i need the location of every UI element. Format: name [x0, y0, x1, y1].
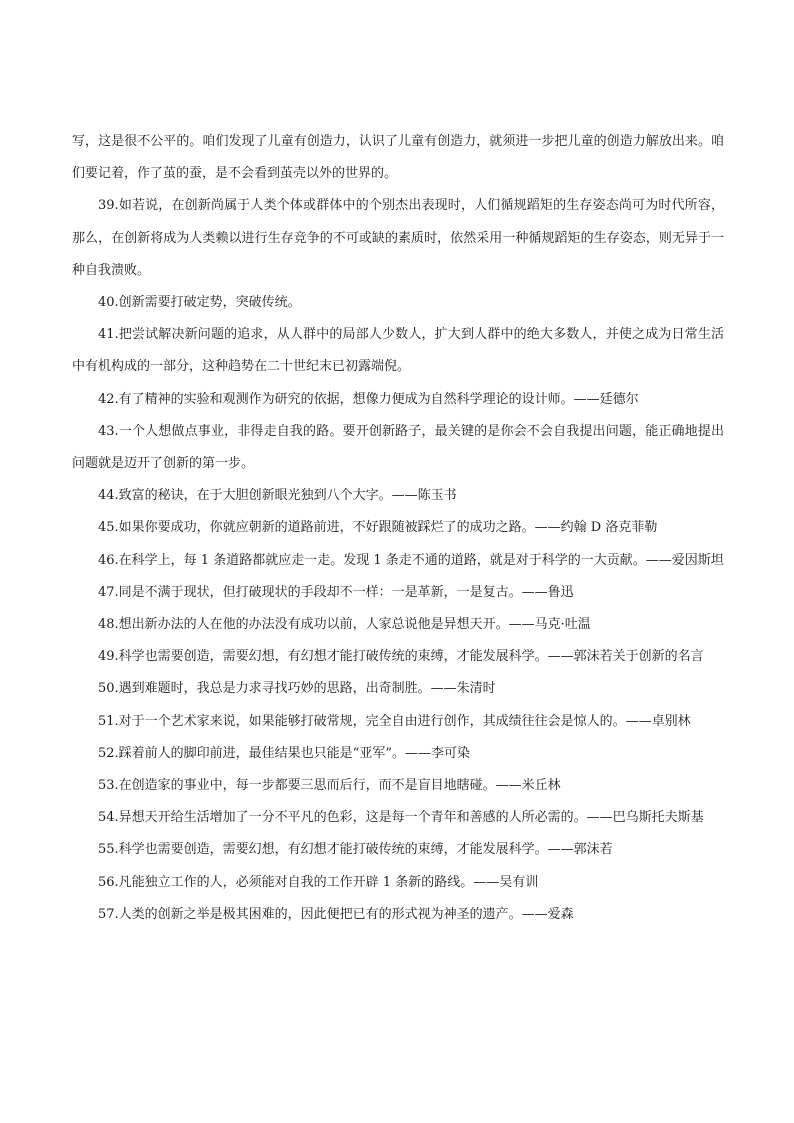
quote-44: 44.致富的秘诀，在于大胆创新眼光独到八个大字。——陈玉书: [98, 488, 457, 504]
quote-48: 48.想出新办法的人在他的办法没有成功以前，人家总说他是异想天开。——马克·吐温: [98, 617, 591, 633]
document-body: [72, 126, 724, 931]
quote-47: 47.同是不满于现状，但打破现状的手段却不一样：一是革新，一是复古。——鲁迅: [98, 584, 574, 600]
quote-39: 39.如若说，在创新尚属于人类个体或群体中的个别杰出表现时，人们循规蹈矩的生存姿态尚可为时代所容，那么，在创新将成为人类赖以进行生存竞争的不可或缺的素质时，依然采用一种循规蹈矩的生存姿态，则无异于一种自我溃败。: [72, 198, 724, 278]
quote-57: 57.人类的创新之举是极其困难的，因此便把已有的形式视为神圣的遗产。——爱森: [98, 906, 574, 922]
quote-53: 53.在创造家的事业中，每一步都要三思而后行，而不是盲目地瞎碰。——米丘林: [98, 778, 561, 794]
quote-54: 54.异想天开给生活增加了一分不平凡的色彩，这是每一个青年和善感的人所必需的。——巴乌斯托夫斯基: [98, 810, 704, 826]
quote-52: 52.踩着前人的脚印前进，最佳结果也只能是“亚军”。——李可染: [98, 745, 470, 761]
quote-51: 51.对于一个艺术家来说，如果能够打破常规，完全自由进行创作，其成绩往往会是惊人的。——卓别林: [98, 713, 691, 729]
quote-50: 50.遇到难题时，我总是力求寻找巧妙的思路，出奇制胜。——朱清时: [98, 681, 496, 697]
quote-56: 56.凡能独立工作的人，必须能对自我的工作开辟 1 条新的路线。——吴有训: [98, 874, 539, 890]
quote-41: 41.把尝试解决新问题的追求，从人群中的局部人少数人，扩大到人群中的绝大多数人，并使之成为日常生活中有机构成的一部分，这种趋势在二十世纪末已初露端倪。: [72, 327, 724, 375]
quote-43: 43.一个人想做点事业，非得走自我的路。要开创新路子，最关键的是你会不会自我提出问题，能正确地提出问题就是迈开了创新的第一步。: [72, 423, 724, 472]
quote-45: 45.如果你要成功，你就应朝新的道路前进，不好跟随被踩烂了的成功之路。——约翰 D 洛克菲勒: [98, 520, 658, 536]
quote-46: 46.在科学上，每 1 条道路都就应走一走。发现 1 条走不通的道路，就是对于科学的一大贡献。——爱因斯坦: [98, 552, 724, 568]
quote-40: 40.创新需要打破定势，突破传统。: [98, 295, 301, 311]
quote-49: 49.科学也需要创造，需要幻想，有幻想才能打破传统的束缚，才能发展科学。——郭沫若关于创新的名言: [98, 649, 704, 665]
paragraph-continuation: 写，这是很不公平的。咱们发现了儿童有创造力，认识了儿童有创造力，就须进一步把儿童的创造力解放出来。咱们要记着，作了茧的蚕，是不会看到茧壳以外的世界的。: [72, 134, 724, 182]
quote-55: 55.科学也需要创造，需要幻想，有幻想才能打破传统的束缚，才能发展科学。——郭沫若: [98, 842, 613, 858]
quote-42: 42.有了精神的实验和观测作为研究的依据，想像力便成为自然科学理论的设计师。——廷德尔: [98, 391, 639, 407]
